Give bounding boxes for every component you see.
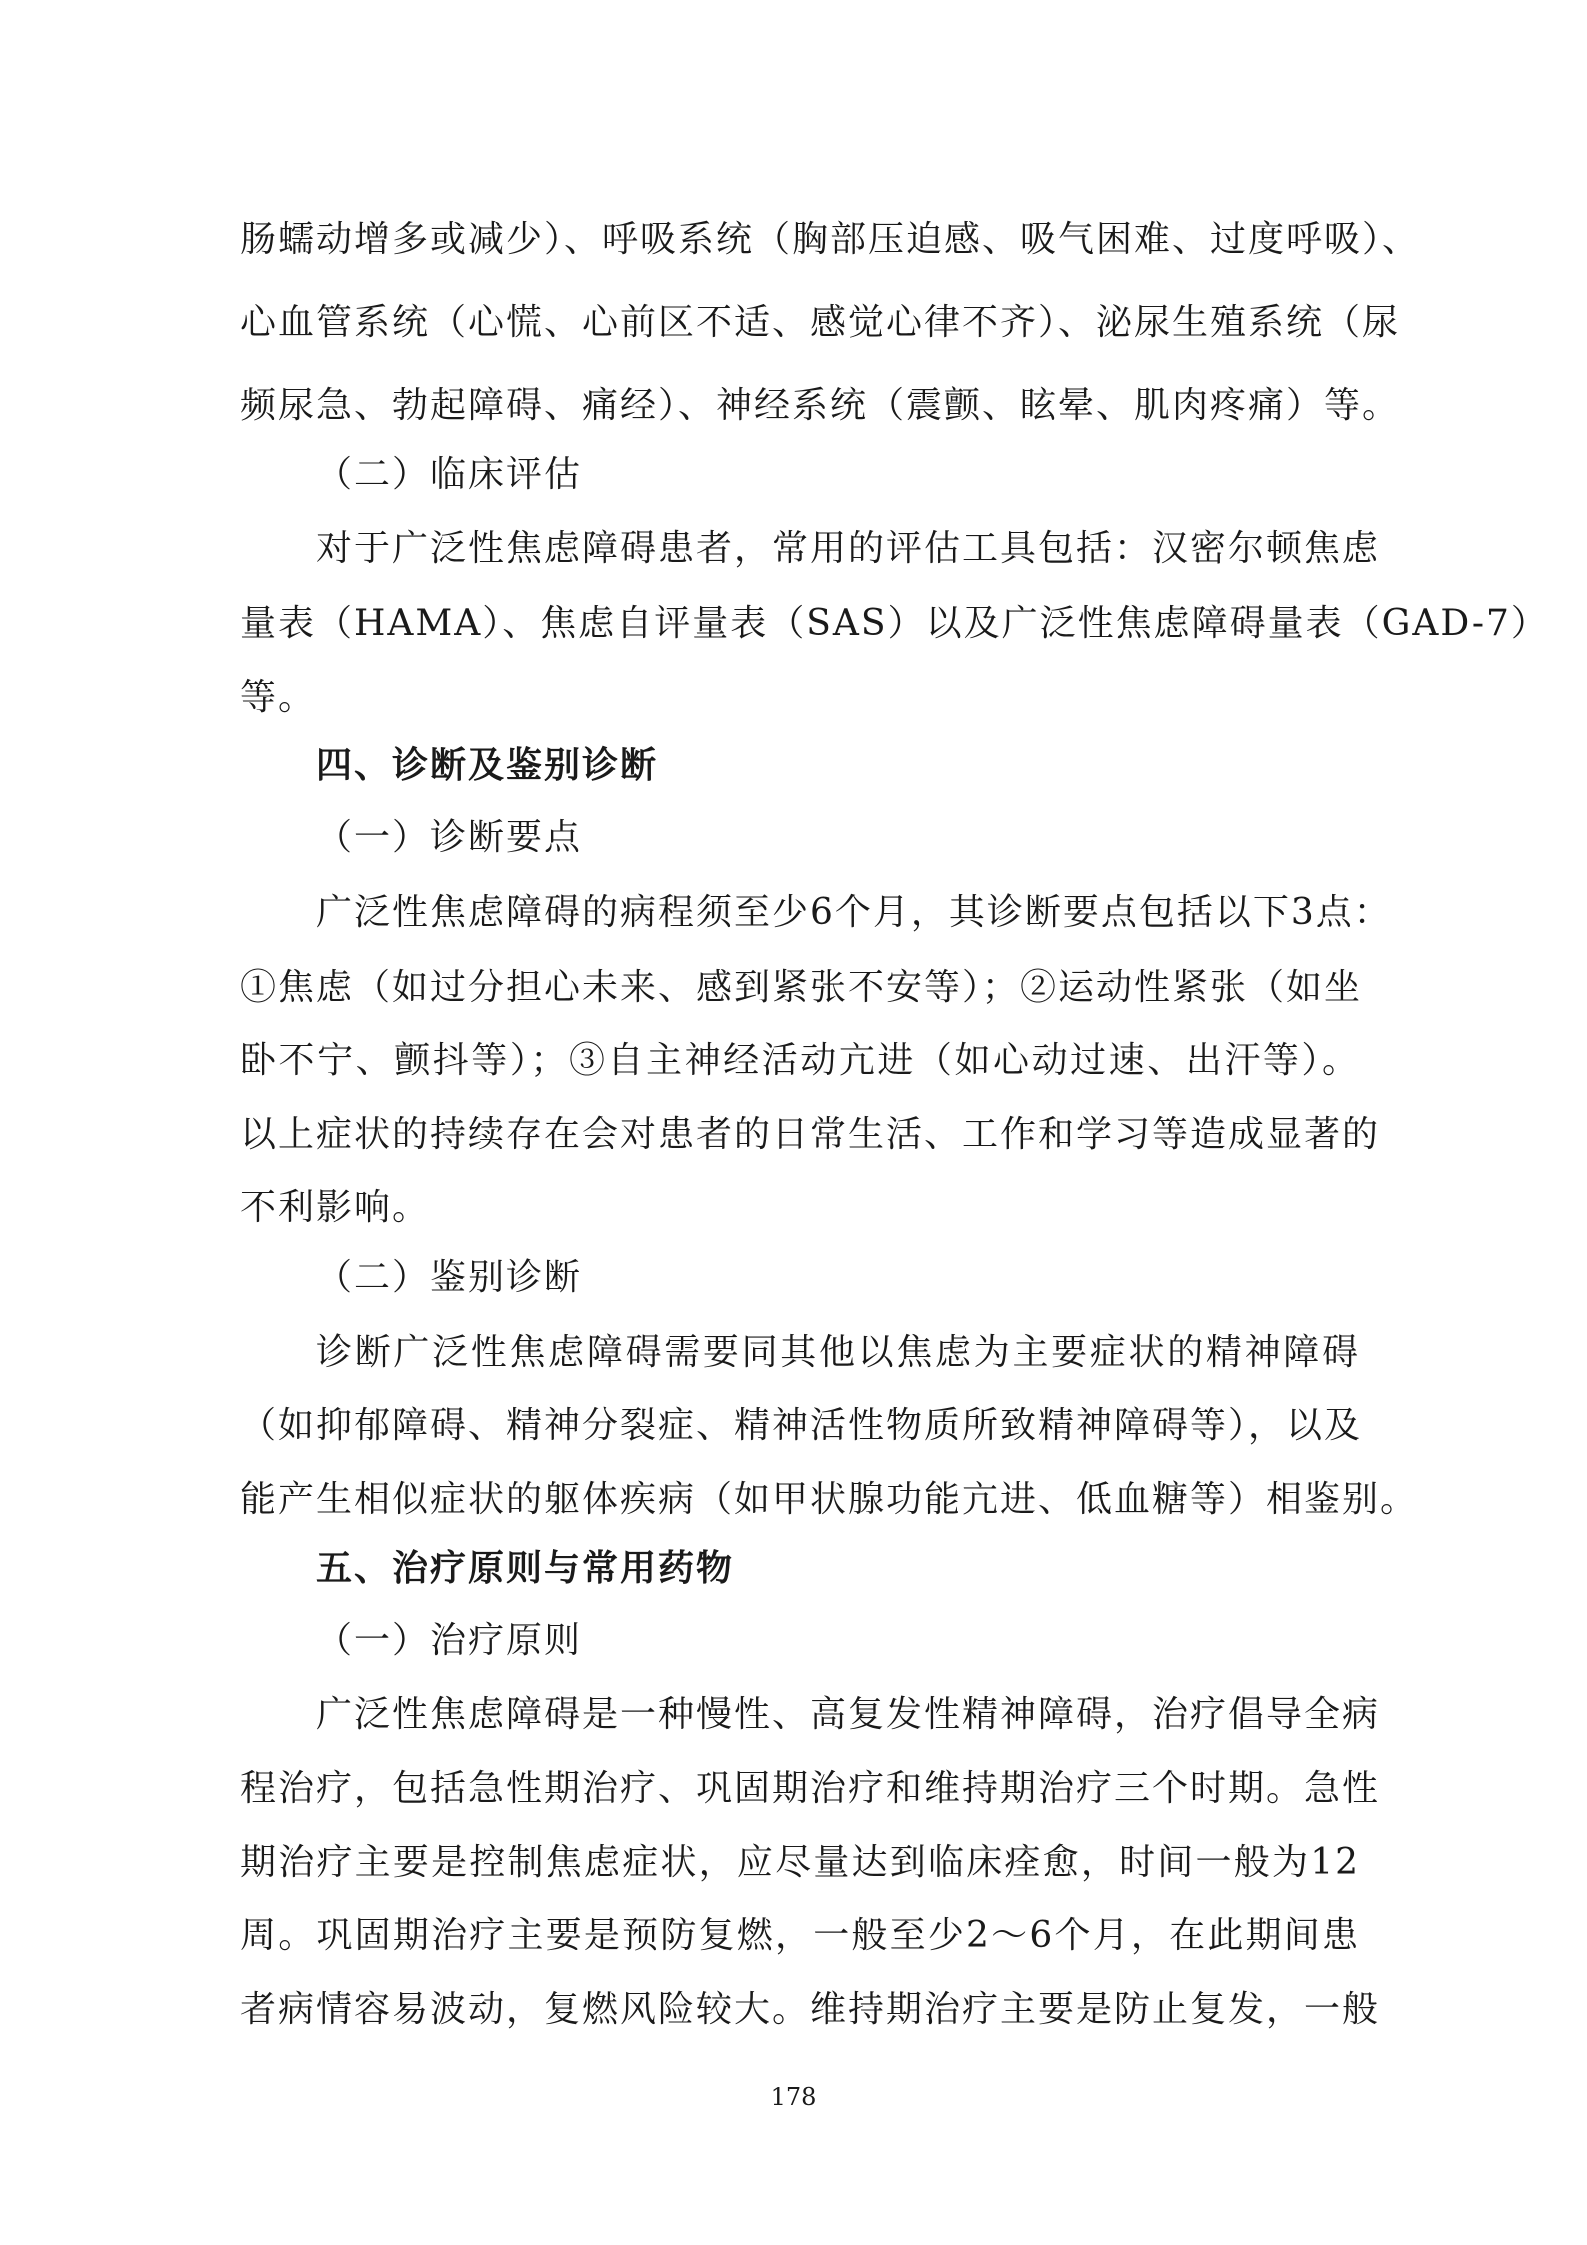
- body-line: 周。巩固期治疗主要是预防复燃，一般至少2～6个月，在此期间患: [240, 1915, 1360, 1956]
- section-heading: 五、治疗原则与常用药物: [316, 1548, 735, 1589]
- body-line: 频尿急、勃起障碍、痛经）、神经系统（震颤、眩晕、肌肉疼痛）等。: [240, 385, 1401, 426]
- body-line: 不利影响。: [240, 1187, 431, 1228]
- body-line: 等。: [240, 677, 317, 718]
- body-line: （如抑郁障碍、精神分裂症、精神活性物质所致精神障碍等），以及: [240, 1405, 1363, 1446]
- body-line: 对于广泛性焦虑障碍患者，常用的评估工具包括：汉密尔顿焦虑: [316, 528, 1381, 569]
- body-line: 者病情容易波动，复燃风险较大。维持期治疗主要是防止复发，一般: [240, 1989, 1381, 2030]
- subsection-heading: （二）鉴别诊断: [316, 1257, 583, 1298]
- body-line: 期治疗主要是控制焦虑症状，应尽量达到临床痊愈，时间一般为12: [240, 1842, 1360, 1883]
- page-number: 178: [770, 2083, 817, 2111]
- subsection-heading: （二）临床评估: [316, 454, 583, 495]
- subsection-heading: （一）诊断要点: [316, 817, 583, 858]
- body-line: 能产生相似症状的躯体疾病（如甲状腺功能亢进、低血糖等）相鉴别。: [240, 1479, 1419, 1520]
- body-line: 程治疗，包括急性期治疗、巩固期治疗和维持期治疗三个时期。急性: [240, 1768, 1381, 1809]
- section-heading: 四、诊断及鉴别诊断: [316, 745, 659, 786]
- body-line: 广泛性焦虑障碍的病程须至少6个月，其诊断要点包括以下3点：: [316, 892, 1392, 933]
- body-line: 诊断广泛性焦虑障碍需要同其他以焦虑为主要症状的精神障碍: [316, 1332, 1360, 1373]
- body-line: 以上症状的持续存在会对患者的日常生活、工作和学习等造成显著的: [240, 1114, 1381, 1155]
- body-line: ①焦虑（如过分担心未来、感到紧张不安等）；②运动性紧张（如坐: [240, 967, 1363, 1008]
- body-line: 肠蠕动增多或减少）、呼吸系统（胸部压迫感、吸气困难、过度呼吸）、: [240, 219, 1421, 260]
- body-line: 广泛性焦虑障碍是一种慢性、高复发性精神障碍，治疗倡导全病: [316, 1694, 1381, 1735]
- subsection-heading: （一）治疗原则: [316, 1620, 583, 1661]
- body-line: 量表（HAMA）、焦虑自评量表（SAS）以及广泛性焦虑障碍量表（GAD-7）: [240, 603, 1549, 644]
- body-line: 心血管系统（心慌、心前区不适、感觉心律不齐）、泌尿生殖系统（尿: [240, 302, 1401, 343]
- body-line: 卧不宁、颤抖等）；③自主神经活动亢进（如心动过速、出汗等）。: [240, 1040, 1360, 1081]
